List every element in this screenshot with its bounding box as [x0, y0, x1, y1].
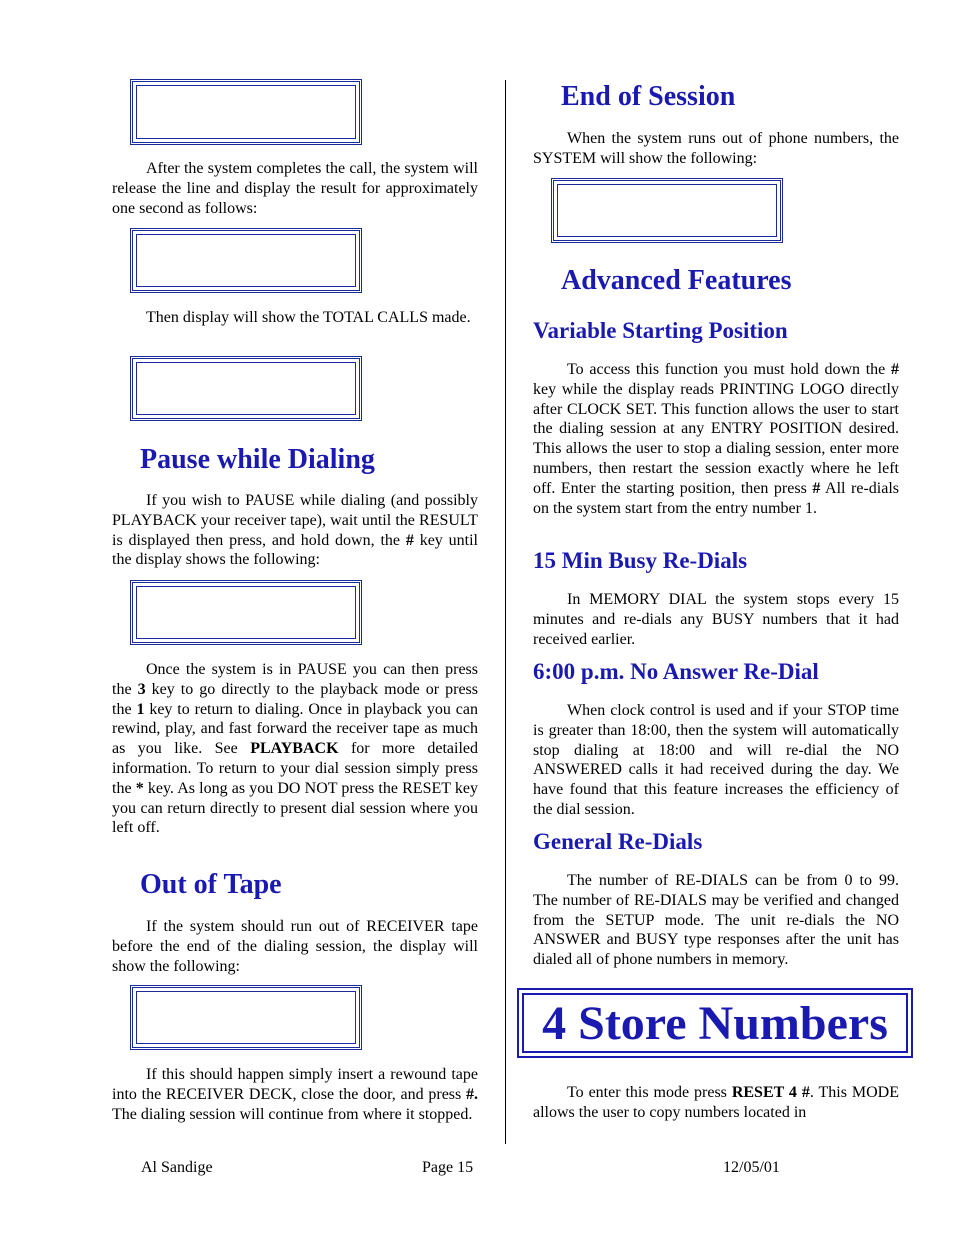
paragraph: To access this function you must hold down the # key while the display reads PRINTING LOGO directly after CLOCK SET. This function allows the user to start the dialing session at any ENTRY POSITION desired. This allows the user to stop a dialing session, enter more numbers, then restart the session exactly where he left off. Enter the starting position, then press # All re-dials on the system start from the entry number 1. [533, 361, 900, 517]
subsection-heading: 15 Min Busy Re-Dials [533, 548, 748, 573]
chapter-title-box [517, 988, 913, 1058]
lcd-display-box [130, 356, 362, 421]
paragraph: The number of RE-DIALS can be from 0 to 99. The number of RE-DIALS may be verified and changed from the SETUP mode. The unit re-dials the NO ANSWER and BUSY type responses after the unit has dialed all of phone numbers in memory. [533, 872, 899, 969]
column-divider [505, 80, 506, 1144]
section-heading: Advanced Features [561, 265, 792, 296]
paragraph: Then display will show the TOTAL CALLS made. [146, 309, 471, 326]
subsection-heading: 6:00 p.m. No Answer Re-Dial [533, 659, 819, 684]
footer-page-number: Page 15 [422, 1159, 474, 1176]
paragraph: In MEMORY DIAL the system stops every 15 minutes and re-dials any BUSY numbers that it had received earlier. [533, 591, 899, 648]
chapter-title: 4 Store Numbers [522, 993, 908, 1053]
paragraph: When clock control is used and if your STOP time is greater than 18:00, then the system will automatically stop dialing at 18:00 and will re-dial the NO ANSWERED calls it had received during the day. We have found that this feature increases the efficiency of the dial session. [533, 702, 899, 818]
lcd-display-box [551, 178, 783, 243]
paragraph: Once the system is in PAUSE you can then press the 3 key to go directly to the playback mode or press the 1 key to return to dialing. Once in playback you can rewind, play, and fast forward the receiver tape as much as you like. See PLAYBACK for more detailed information. To return to your dial session simply press the * key. As long as you DO NOT press the RESET key you can return directly to present dial session where you left off. [112, 661, 479, 837]
paragraph: If you wish to PAUSE while dialing (and possibly PLAYBACK your receiver tape), wait until the RESULT is displayed then press, and hold down, the # key until the display shows the following: [112, 492, 478, 569]
lcd-display-box [130, 580, 362, 645]
footer-date: 12/05/01 [723, 1159, 780, 1176]
paragraph: When the system runs out of phone numbers, the SYSTEM will show the following: [533, 130, 899, 167]
paragraph: If this should happen simply insert a rewound tape into the RECEIVER DECK, close the door, and press #. The dialing session will continue from where it stopped. [112, 1066, 478, 1123]
footer-author: Al Sandige [141, 1159, 213, 1176]
paragraph: If the system should run out of RECEIVER tape before the end of the dialing session, the display will show the following: [112, 918, 478, 975]
subsection-heading: General Re-Dials [533, 829, 703, 854]
subsection-heading: Variable Starting Position [533, 318, 788, 343]
paragraph: After the system completes the call, the system will release the line and display the result for approximately one second as follows: [112, 160, 478, 217]
paragraph: To enter this mode press RESET 4 #. This MODE allows the user to copy numbers located in [533, 1084, 899, 1121]
section-heading: End of Session [561, 81, 736, 112]
section-heading: Pause while Dialing [140, 444, 375, 475]
lcd-display-box [130, 985, 362, 1050]
section-heading: Out of Tape [140, 869, 282, 900]
lcd-display-box [130, 79, 362, 145]
lcd-display-box [130, 228, 362, 293]
